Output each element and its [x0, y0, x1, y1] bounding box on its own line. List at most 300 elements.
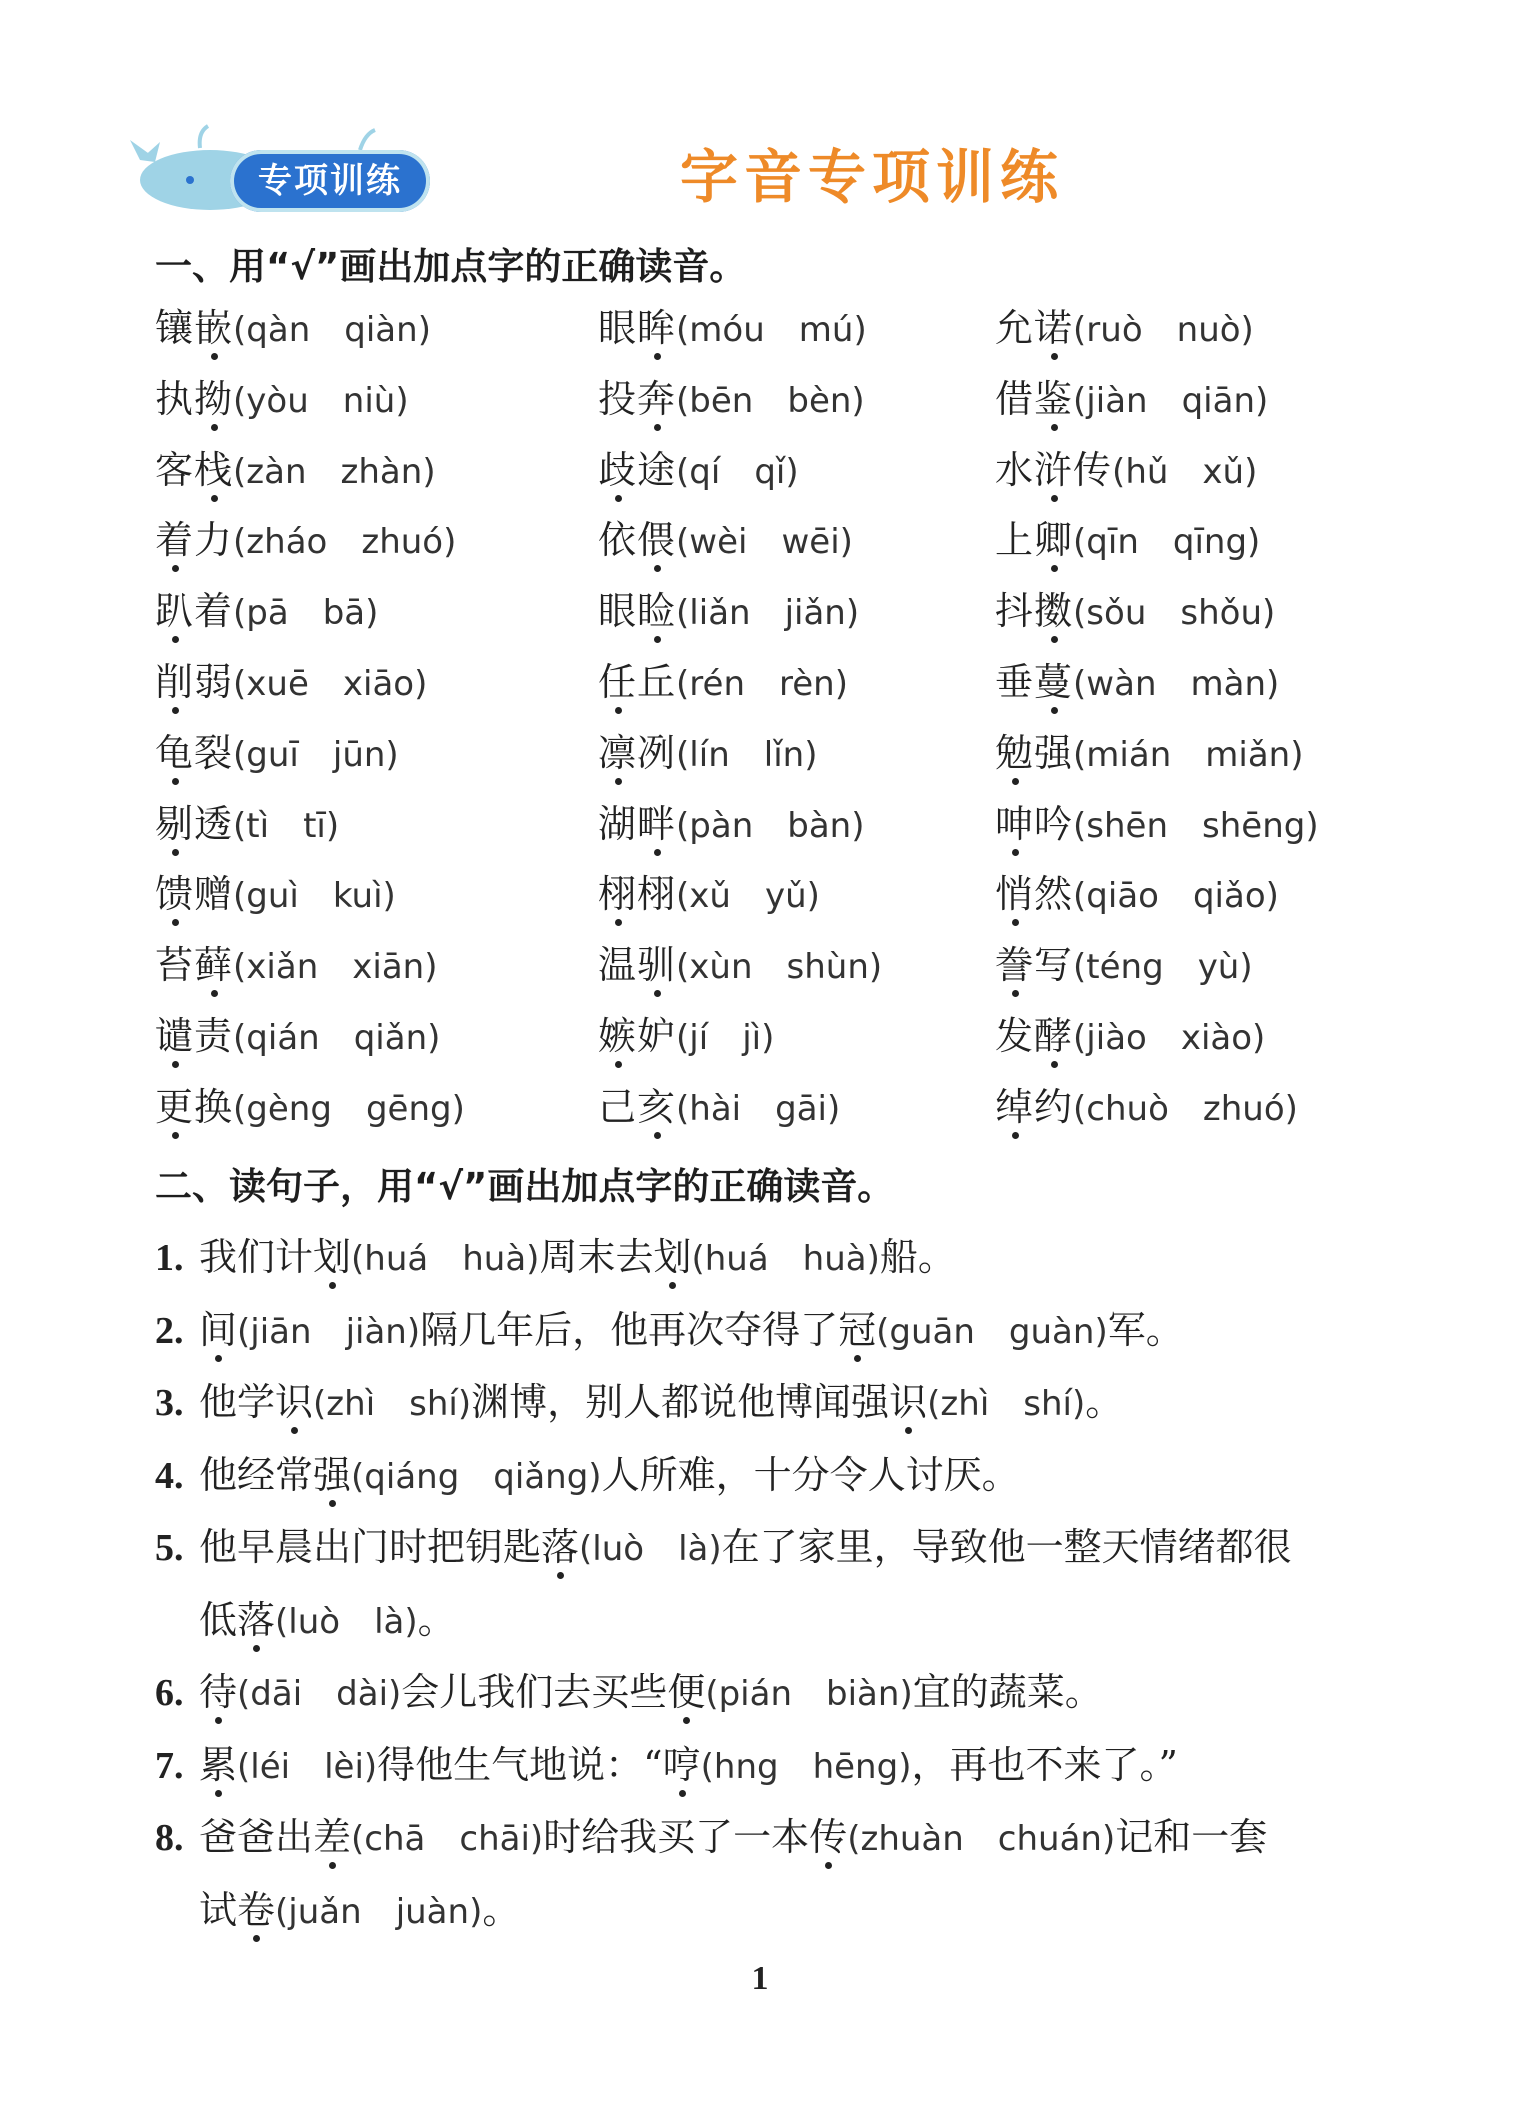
word [155, 448, 233, 492]
dotted-char: 亥 [637, 1084, 677, 1129]
dotted-char: 蔓 [1034, 659, 1074, 704]
pinyin-option[interactable]: ruò [1086, 310, 1143, 350]
pinyin-option[interactable]: pàn [689, 805, 754, 846]
word [155, 872, 233, 916]
pinyin-option[interactable]: lèi [324, 1746, 364, 1787]
pinyin-options: (lín lǐn) [676, 734, 818, 775]
pinyin-options: (qīn qīng) [1073, 522, 1261, 563]
word [995, 802, 1073, 846]
pinyin-option[interactable]: chā [364, 1819, 426, 1859]
pinyin-option[interactable]: chuán [997, 1819, 1102, 1859]
pinyin-option[interactable]: mú [798, 310, 854, 350]
dotted-char: 畔 [637, 801, 677, 846]
sentence [155, 1295, 1415, 1368]
sentence-number: 1. [155, 1237, 184, 1279]
dotted-char: 冠 [838, 1307, 877, 1352]
sentence [155, 1440, 1415, 1513]
pinyin-option[interactable]: shí [409, 1384, 458, 1424]
word [155, 518, 233, 562]
pinyin-options: (léi lèi) [237, 1746, 378, 1787]
pinyin-options: (hài gāi) [676, 1088, 841, 1129]
sentence-number: 2. [155, 1309, 184, 1352]
pinyin-option[interactable]: màn [1190, 663, 1267, 704]
pronunciation-item [995, 371, 1268, 429]
pinyin-option[interactable]: xǔ [1202, 451, 1245, 492]
pinyin-option[interactable]: téng [1086, 947, 1164, 988]
word-char: 眼 [598, 589, 638, 634]
pinyin-option[interactable]: jiàn [345, 1311, 407, 1352]
badge-label: 专项训练 [230, 150, 430, 212]
pinyin-options: (ruò nuò) [1073, 310, 1254, 350]
pinyin-option[interactable]: pā [246, 593, 289, 634]
word-char: 途 [637, 447, 677, 492]
section2-heading: 二、读句子，用“√”画出加点字的正确读音。 [155, 1165, 895, 1208]
pinyin-option[interactable]: hǔ [1125, 451, 1169, 492]
pinyin-option[interactable]: guì [246, 876, 299, 917]
dotted-char: 龟 [155, 730, 195, 775]
pinyin-options: (pā bā) [233, 593, 379, 634]
dotted-char: 藓 [194, 943, 234, 988]
pinyin-options: (jiào xiào) [1073, 1017, 1266, 1058]
pinyin-option[interactable]: qiàn [344, 310, 418, 350]
pinyin-options: (pián biàn) [705, 1674, 913, 1714]
pinyin-options: (jiàn qiān) [1073, 380, 1269, 421]
pinyin-option[interactable]: jiān [250, 1311, 312, 1352]
pinyin-option[interactable]: huà [462, 1239, 527, 1279]
pronunciation-item [995, 866, 1279, 924]
word-char: 换 [194, 1084, 234, 1129]
pinyin-option[interactable]: hài [689, 1088, 742, 1129]
pinyin-option[interactable]: gēng [365, 1088, 452, 1129]
pinyin-option[interactable]: dài [336, 1674, 389, 1714]
pinyin-option[interactable]: jūn [332, 734, 386, 775]
word-char: 眼 [598, 306, 638, 350]
dotted-char: 落 [237, 1597, 276, 1642]
word-char: 力 [194, 518, 234, 563]
sentence-text: 他学 [199, 1380, 276, 1424]
pronunciation-item [155, 796, 339, 854]
sentence-text: 爸爸出 [199, 1815, 314, 1859]
word-char: 着 [194, 589, 234, 634]
pronunciation-item [995, 1008, 1265, 1066]
dotted-char: 传 [809, 1815, 848, 1859]
dotted-char: 凛 [598, 730, 638, 775]
dotted-char: 便 [667, 1670, 706, 1714]
word [995, 1085, 1073, 1129]
dotted-char: 趴 [155, 589, 195, 634]
sentence-line [155, 1730, 1415, 1803]
word [995, 448, 1112, 492]
pinyin-options: (sǒu shǒu) [1073, 593, 1276, 634]
pinyin-options: (xǔ yǔ) [676, 876, 820, 917]
word [598, 377, 676, 421]
dotted-char: 累 [199, 1742, 238, 1787]
word [598, 802, 676, 846]
pinyin-options: (xiǎn xiān) [233, 947, 438, 988]
word-char: 约 [1034, 1084, 1074, 1129]
pinyin-option[interactable]: bàn [787, 805, 852, 846]
pronunciation-item [155, 583, 378, 641]
word-char: 上 [995, 518, 1035, 563]
pinyin-option[interactable]: jiào [1086, 1017, 1147, 1058]
pinyin-option[interactable]: luò [592, 1529, 645, 1569]
grid-row [155, 371, 1405, 442]
pinyin-options: (luò là) [579, 1529, 722, 1569]
word [995, 589, 1073, 633]
pinyin-option[interactable]: xuē [246, 663, 309, 704]
grid-row [155, 1008, 1405, 1079]
pinyin-option[interactable]: qiǎo [1192, 876, 1266, 917]
pinyin-option[interactable]: xùn [689, 947, 753, 988]
pinyin-option[interactable]: lǐn [763, 734, 805, 775]
pronunciation-item [155, 300, 431, 358]
word [598, 872, 676, 916]
dotted-char: 卷 [237, 1887, 276, 1932]
pinyin-option[interactable]: dāi [250, 1674, 303, 1714]
word-char: 垂 [995, 659, 1035, 704]
sentence-line [155, 1367, 1415, 1440]
word-char: 吟 [1034, 801, 1074, 846]
dotted-char: 奔 [637, 376, 677, 421]
word-char: 允 [995, 306, 1035, 350]
pinyin-options: (zhì shí) [313, 1384, 472, 1424]
sentence-line [155, 1802, 1415, 1875]
pronunciation-item [155, 442, 436, 500]
pronunciation-item [598, 442, 799, 500]
sentence-number: 7. [155, 1744, 184, 1787]
pinyin-option[interactable]: là [678, 1529, 709, 1569]
pinyin-options: (zháo zhuó) [233, 522, 457, 563]
pinyin-option[interactable]: guān [889, 1311, 975, 1352]
sentence-number: 8. [155, 1817, 184, 1859]
pinyin-option[interactable]: zhuó [1202, 1088, 1285, 1129]
pinyin-option[interactable]: chāi [459, 1819, 530, 1859]
pinyin-option[interactable]: wàn [1086, 663, 1157, 704]
sentence-text: 船。 [879, 1235, 956, 1279]
pinyin-options: (tì tī) [233, 805, 340, 846]
dotted-char: 擞 [1034, 589, 1074, 634]
pinyin-option[interactable]: móu [689, 310, 765, 350]
word-char: 写 [1034, 943, 1074, 988]
word [995, 377, 1073, 421]
pinyin-option[interactable]: bā [322, 593, 366, 634]
pinyin-option[interactable]: là [374, 1601, 405, 1642]
pinyin-option[interactable]: shǒu [1180, 593, 1262, 634]
sentence-text: 他早晨出门时把钥匙 [199, 1525, 542, 1569]
dotted-char: 落 [541, 1525, 580, 1569]
word-char: 强 [1034, 730, 1074, 775]
word [155, 589, 233, 633]
dotted-char: 待 [199, 1670, 238, 1714]
pinyin-options: (qiáng qiǎng) [351, 1456, 602, 1497]
word-char: 栩 [637, 872, 677, 917]
pinyin-option[interactable]: tì [246, 805, 270, 846]
pinyin-option[interactable]: lín [689, 734, 730, 775]
pinyin-option[interactable]: qiāo [1086, 876, 1159, 917]
word [995, 872, 1073, 916]
pinyin-option[interactable]: huá [364, 1239, 429, 1279]
pinyin-option[interactable]: nuò [1176, 310, 1241, 350]
pinyin-options: (bēn bèn) [676, 380, 865, 421]
pinyin-option[interactable]: xiǎn [246, 947, 319, 988]
sentence-line [155, 1875, 1415, 1948]
pinyin-option[interactable]: zhì [940, 1384, 990, 1424]
word [995, 660, 1073, 704]
dotted-char: 悄 [995, 872, 1035, 917]
pinyin-options: (yòu niù) [233, 380, 409, 421]
sentence-line [155, 1295, 1415, 1368]
pinyin-option[interactable]: qiǎn [353, 1017, 428, 1058]
pronunciation-item [155, 1008, 440, 1066]
word-char: 冽 [637, 730, 677, 775]
dotted-char: 鉴 [1034, 376, 1074, 421]
sentence-text: 会儿我们去买些 [401, 1670, 668, 1714]
pinyin-options: (wèi wēi) [676, 522, 853, 563]
dotted-char: 馈 [155, 872, 195, 917]
dotted-char: 驯 [637, 943, 677, 988]
grid-row [155, 583, 1405, 654]
pinyin-option[interactable]: gèng [246, 1088, 332, 1129]
pinyin-options: (jí jì) [676, 1017, 775, 1058]
pronunciation-grid [155, 300, 1405, 1150]
pronunciation-item [598, 371, 865, 429]
pronunciation-item [155, 654, 427, 712]
pinyin-option[interactable]: xǔ [689, 876, 731, 917]
pinyin-option[interactable]: bēn [689, 380, 754, 421]
sentence [155, 1367, 1415, 1440]
word [155, 660, 233, 704]
dotted-char: 栈 [194, 447, 234, 492]
pinyin-option[interactable]: zhàn [340, 451, 423, 492]
pinyin-option[interactable]: gāi [775, 1088, 828, 1129]
word [598, 306, 676, 350]
pinyin-option[interactable]: léi [250, 1746, 291, 1787]
pinyin-option[interactable]: huá [704, 1239, 769, 1279]
word [155, 1014, 233, 1058]
pinyin-option[interactable]: yù [1197, 947, 1240, 988]
pinyin-option[interactable]: qàn [246, 310, 311, 350]
pinyin-option[interactable]: zhì [326, 1384, 376, 1424]
pinyin-option[interactable]: chuò [1086, 1088, 1169, 1129]
pinyin-option[interactable]: miǎn [1205, 734, 1291, 775]
pronunciation-item [995, 937, 1253, 995]
pinyin-options: (zhì shí) [927, 1384, 1086, 1424]
pinyin-option[interactable]: shēng [1202, 805, 1306, 846]
pinyin-option[interactable]: xiào [1180, 1017, 1253, 1058]
pinyin-option[interactable]: bèn [787, 380, 852, 421]
pinyin-options: (xuē xiāo) [233, 663, 428, 704]
pinyin-option[interactable]: jí [689, 1017, 709, 1058]
pinyin-options: (rén rèn) [676, 663, 848, 704]
sentence-text: 周末去 [539, 1235, 654, 1279]
pinyin-options: (juǎn juàn) [275, 1891, 483, 1932]
pinyin-option[interactable]: wèi [689, 522, 748, 563]
word-char: 湖 [598, 801, 638, 846]
pinyin-option[interactable]: rèn [779, 663, 835, 704]
sentence-text: 宜的蔬菜。 [912, 1670, 1103, 1714]
pinyin-option[interactable]: qǐ [754, 451, 786, 492]
pinyin-option[interactable]: huà [802, 1239, 867, 1279]
sentence-text: 我们计 [199, 1235, 314, 1279]
pinyin-option[interactable]: jiàn [1086, 380, 1148, 421]
sentence-list [155, 1222, 1415, 1947]
word-char: 透 [194, 801, 234, 846]
pinyin-option[interactable]: zhuó [361, 522, 444, 563]
pinyin-options: (mián miǎn) [1073, 734, 1304, 775]
pinyin-option[interactable]: guàn [1008, 1311, 1095, 1352]
pinyin-options: (guī jūn) [233, 734, 399, 775]
word [155, 306, 233, 350]
pronunciation-item [995, 512, 1260, 570]
grid-row [155, 442, 1405, 513]
word [598, 518, 676, 562]
pronunciation-item [598, 1008, 774, 1066]
section1-heading: 一、用“√”画出加点字的正确读音。 [155, 245, 747, 288]
dotted-char: 歧 [598, 447, 638, 492]
grid-row [155, 512, 1405, 583]
word-char: 责 [194, 1013, 234, 1058]
pinyin-options: (luò là) [275, 1601, 418, 1642]
pinyin-option[interactable]: rén [689, 663, 745, 704]
grid-row [155, 300, 1405, 371]
grid-row [155, 725, 1405, 796]
sentence-text: 人所难，十分令人讨厌。 [601, 1452, 1020, 1497]
pinyin-option[interactable]: biàn [826, 1674, 900, 1714]
pronunciation-item [598, 583, 859, 641]
grid-row [155, 1079, 1405, 1150]
grid-row [155, 866, 1405, 937]
word-char: 温 [598, 943, 638, 988]
pinyin-option[interactable]: pián [718, 1674, 793, 1714]
dotted-char: 间 [199, 1307, 238, 1352]
pinyin-option[interactable]: hēng [812, 1746, 899, 1787]
word [598, 660, 676, 704]
pinyin-option[interactable]: hng [713, 1746, 779, 1787]
pronunciation-item [598, 1079, 840, 1137]
header-badge [130, 120, 410, 220]
word-char: 依 [598, 518, 638, 563]
pinyin-options: (zhuàn chuán) [847, 1819, 1116, 1859]
page-number: 1 [751, 1960, 769, 1997]
pinyin-option[interactable]: zhuàn [860, 1819, 964, 1859]
pinyin-options: (guān guàn) [876, 1311, 1108, 1352]
dotted-char: 卿 [1034, 518, 1074, 563]
pinyin-option[interactable]: qí [689, 451, 721, 492]
pinyin-option[interactable]: juàn [395, 1891, 470, 1932]
pinyin-option[interactable]: qián [246, 1017, 320, 1058]
sentence-text: 。 [417, 1597, 456, 1642]
pronunciation-item [995, 725, 1303, 783]
dotted-char: 识 [889, 1380, 928, 1424]
pinyin-options: (téng yù) [1073, 947, 1253, 988]
word-char: 然 [1034, 872, 1074, 917]
word-char: 客 [155, 447, 195, 492]
pronunciation-item [155, 371, 409, 429]
pinyin-option[interactable]: mián [1086, 734, 1172, 775]
pronunciation-item [995, 442, 1257, 500]
pinyin-option[interactable]: yǔ [764, 876, 807, 917]
pinyin-option[interactable]: qiān [1181, 380, 1255, 421]
pinyin-option[interactable]: xiāo [342, 663, 415, 704]
sentence-text: 。 [1085, 1380, 1124, 1424]
word-char: 己 [598, 1084, 638, 1129]
pronunciation-item [598, 654, 848, 712]
pinyin-option[interactable]: zàn [246, 451, 307, 492]
pinyin-option[interactable]: qīn [1086, 522, 1139, 563]
word-char: 丘 [637, 659, 677, 704]
dotted-char: 誊 [995, 943, 1035, 988]
dotted-char: 拗 [194, 376, 234, 421]
pinyin-option[interactable]: wēi [781, 522, 840, 563]
pinyin-option[interactable]: qīng [1172, 522, 1248, 563]
pinyin-option[interactable]: liǎn [689, 593, 751, 634]
word-char: 裂 [194, 730, 234, 775]
dotted-char: 嫉 [598, 1013, 638, 1058]
sentence [155, 1657, 1415, 1730]
pinyin-options: (guì kuì) [233, 876, 396, 917]
pinyin-option[interactable]: yòu [246, 380, 309, 421]
pinyin-option[interactable]: xiān [352, 947, 425, 988]
pinyin-option[interactable]: niù [342, 380, 396, 421]
dotted-char: 划 [313, 1235, 352, 1279]
word [995, 1014, 1073, 1058]
pinyin-option[interactable]: kuì [332, 876, 383, 917]
page-title: 字音专项训练 [680, 143, 1065, 211]
pinyin-option[interactable]: luò [288, 1601, 341, 1642]
pronunciation-item [995, 1079, 1298, 1137]
sentence-number: 4. [155, 1454, 184, 1497]
word-char: 借 [995, 376, 1035, 421]
pronunciation-item [598, 866, 820, 924]
word [155, 943, 233, 987]
pronunciation-item [155, 725, 399, 783]
word-char: 苔 [155, 943, 195, 988]
pinyin-option[interactable]: shí [1023, 1384, 1072, 1424]
pinyin-options: (qián qiǎn) [233, 1017, 441, 1058]
pinyin-option[interactable]: qiǎng [493, 1456, 589, 1497]
sentence-text: 渊博，别人都说他博闻强 [471, 1380, 890, 1424]
pinyin-options: (xùn shùn) [676, 947, 883, 988]
pinyin-option[interactable]: zháo [246, 522, 328, 563]
sentence-text: 得他生气地说：“ [377, 1742, 663, 1787]
pinyin-option[interactable]: sǒu [1086, 593, 1147, 634]
dotted-char: 削 [155, 659, 195, 704]
pinyin-option[interactable]: juǎn [288, 1891, 362, 1932]
sentence-text: 。 [482, 1887, 521, 1932]
pinyin-option[interactable]: jì [742, 1017, 762, 1058]
pinyin-options: (chuò zhuó) [1073, 1088, 1298, 1129]
pinyin-options: (zàn zhàn) [233, 451, 436, 492]
sentence-text: 低 [199, 1597, 238, 1642]
sentence-number: 6. [155, 1672, 184, 1714]
pinyin-option[interactable]: qiáng [364, 1456, 460, 1497]
sentence-line [155, 1657, 1415, 1730]
word-char: 发 [995, 1013, 1035, 1058]
dotted-char: 诺 [1034, 306, 1074, 350]
pinyin-options: (pàn bàn) [676, 805, 865, 846]
pinyin-options: (chā chāi) [351, 1819, 544, 1859]
dotted-char: 哼 [662, 1742, 701, 1787]
pinyin-option[interactable]: guī [246, 734, 299, 775]
sentence-text: ，再也不来了。” [911, 1742, 1178, 1787]
pronunciation-item [598, 937, 882, 995]
pronunciation-item [598, 725, 817, 783]
pinyin-option[interactable]: jiǎn [784, 593, 846, 634]
sentence [155, 1802, 1415, 1947]
pinyin-option[interactable]: tī [303, 805, 326, 846]
pinyin-option[interactable]: shùn [786, 947, 869, 988]
pinyin-option[interactable]: shēn [1086, 805, 1169, 846]
